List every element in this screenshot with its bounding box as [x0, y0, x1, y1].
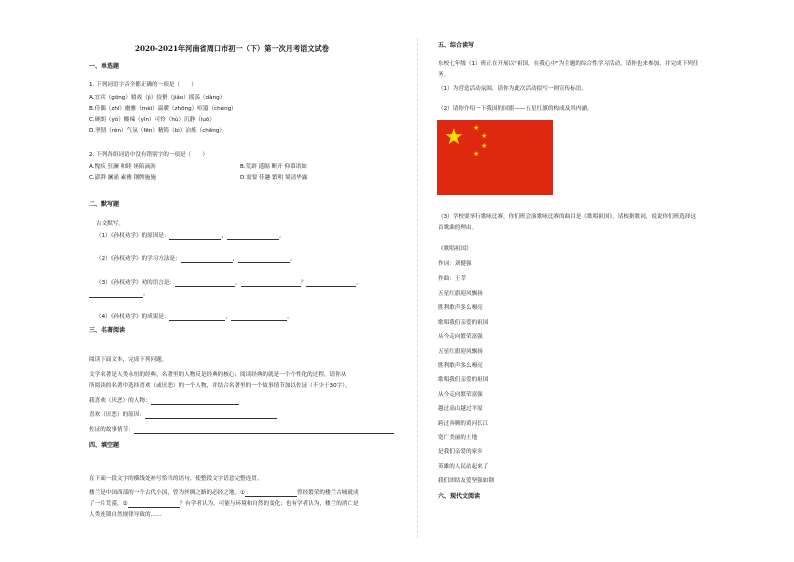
fill-story [89, 427, 394, 434]
small-star-icon: ★ [473, 150, 480, 158]
q2-option-c: C.澎湃 澜涌 素雅 钢牌施施 [89, 175, 156, 181]
lyric-line: 跨过奔腾的黄河长江 [438, 420, 489, 427]
lyric-line: 歌唱我们亲爱的祖国 [438, 377, 489, 384]
q2-option-d: D.需要 佳趣 繁明 境清华露 [240, 175, 308, 181]
small-star-icon: ★ [481, 132, 488, 140]
lyric-line: 从今走向繁荣富强 [438, 334, 483, 341]
fill-story-label: 佐证的故事情节： [89, 427, 134, 433]
task-intro-line-2: 务。 [438, 72, 450, 78]
large-star-icon: ★ [444, 125, 464, 150]
answer-blank[interactable] [181, 256, 233, 263]
task-3-line-2: 首歌曲的理由。 [438, 225, 478, 231]
recite-item-1-label: （1）《孙权劝学》的原因是： [96, 233, 170, 239]
section-heading-1: 一、单选题 [89, 63, 120, 70]
section-heading-6: 六、现代文阅读 [438, 493, 481, 500]
answer-blank[interactable] [231, 314, 287, 321]
reading-intro: 阅读下面文本，完成下列问题。 [89, 357, 168, 363]
lyric-line: 宽广美丽的土地 [438, 435, 478, 441]
answer-blank[interactable] [151, 398, 239, 405]
q2-option-a: A.愧疚 狂澜 和睦 诬陷滴沥 [89, 164, 156, 170]
song-composer: 作曲：王莘 [438, 276, 466, 282]
answer-blank[interactable] [134, 427, 394, 434]
song-lyricist: 作词：刘健强 [438, 261, 472, 267]
fill-intro: 在下面一段文字的横线处补写恰当的语句，使整段文字语意完整连贯。 [89, 476, 263, 482]
small-star-icon: ★ [473, 124, 480, 132]
chinese-flag-image [437, 120, 553, 195]
answer-blank[interactable] [175, 280, 235, 287]
lyric-line: 英雄的人民站起来了 [438, 463, 489, 470]
fill-reason-label: 喜欢（厌恶）的原因： [89, 412, 145, 418]
fill-favorite-character [89, 398, 239, 405]
answer-blank[interactable] [169, 233, 221, 240]
answer-blank[interactable] [245, 490, 297, 497]
lyric-line: 从今走向繁荣富强 [438, 391, 483, 398]
lyric-line: 胜利歌声多么嘹亮 [438, 305, 483, 312]
recite-item-3-cont: 。 [89, 291, 149, 298]
q1-option-b: B.佳偶（zhī）幽雅（mèi）温暖（zhōng）喧嚣（chéng） [89, 106, 237, 112]
recite-item-1: （1）《孙权劝学》的原因是： ， 。 [96, 233, 285, 239]
ancient-prompt: 古文默写。 [96, 221, 124, 227]
q1-option-a: A.宜宾（gōng）嬉戏（jì）狡猾（jiǎo）摇荡（dàng） [89, 95, 226, 101]
answer-blank[interactable] [241, 280, 301, 287]
section-heading-3: 三、名著阅读 [89, 327, 126, 334]
q1-option-d: D.坚韧（rèn）气氛（fēn）精简（bì）冶炼（chěng） [89, 128, 225, 134]
section-heading-5: 五、综合读写 [438, 42, 475, 49]
recite-item-3-label: （3）《孙权劝学》劝的语言是： [96, 280, 176, 286]
recite-item-4: （4）《孙权劝学》的成果是： ， 。 [96, 314, 293, 320]
lyric-line: 我们团结友爱坚强如钢 [438, 478, 494, 485]
answer-blank[interactable] [89, 291, 143, 298]
question-2: 2. 下列各组词语中没有错别字的一项是（ ） [89, 152, 208, 158]
task-intro-line-1: 东校七年级（1）班正在开展以"祖国，在我心中"为主题的综合性学习活动，请你也来参加，并完成下列任 [438, 61, 699, 67]
page-title: 2020-2021年河南省周口市初一（下）第一次月考语文试卷 [135, 44, 329, 53]
answer-blank[interactable] [306, 280, 356, 287]
task-2: （2）请你介绍一下我国的国旗——五星红旗的构成及其内涵。 [438, 106, 593, 112]
question-1: 1. 下列词语字音全都正确的一项是（ ） [89, 82, 197, 88]
section-heading-2: 二、默写题 [89, 201, 120, 208]
answer-blank[interactable] [227, 233, 279, 240]
reading-paragraph-line-2: 所阅读的名著中选择喜欢（或厌恶）的一个人物，并结合名著里的一个故事情节加以佐证（不少于30字）。 [89, 383, 351, 389]
fill-line-1 [89, 490, 359, 497]
reading-paragraph-line-1: 文学名著是人类永恒的经典，名著里的人物反是经典的核心；阅读经典的就是一个个性化的过程，请你从 [89, 372, 347, 378]
q2-option-b: B.荒辟 遥隔 断开 仰慕诺如 [240, 164, 307, 170]
recite-item-2: （2）《孙权劝学》的学习方法是： ， 。 [96, 256, 296, 262]
recite-item-3: （3）《孙权劝学》劝的语言是： ， ？ ， [96, 280, 362, 286]
fill-reason [89, 412, 277, 419]
small-star-icon: ★ [481, 142, 488, 150]
answer-blank[interactable] [169, 314, 225, 321]
fill-line-2-text-b: ？有学者认为，可能与环境和自然的变化；也有学者认为，楼兰的消亡是 [179, 501, 359, 507]
section-heading-4: 四、填空题 [89, 442, 120, 449]
lyric-line: 胜利歌声多么嘹亮 [438, 363, 483, 369]
fill-line-3: 人类连锁自然规律导致的…… [89, 512, 162, 518]
lyric-line: 五星红旗迎风飘扬 [438, 348, 483, 355]
fill-line-2 [89, 501, 359, 508]
fill-line-1-text: 楼兰是中国西部的一个古代小国，曾为丝绸之路的必经之地。① [89, 490, 246, 496]
lyric-line: 是我们亲爱的家乡 [438, 449, 483, 456]
column-divider [417, 38, 418, 538]
recite-item-2-label: （2）《孙权劝学》的学习方法是： [96, 256, 181, 262]
task-3-line-1: （3）学校要举行歌咏比赛，你们班会演歌咏比赛的曲目是《歌唱祖国》，请根据歌词，说说你们班选择这 [438, 214, 697, 220]
task-1: （1）为营造活动氛围，请你为此次活动拟写一则宣传标语。 [438, 86, 587, 92]
lyric-line: 歌唱我们亲爱的祖国 [438, 319, 489, 326]
fill-favorite-character-label: 我喜欢（厌恶）的人物： [89, 398, 151, 404]
song-title: 《歌唱祖国》 [438, 246, 472, 252]
fill-line-2-text: 了一片荒漠。② [89, 501, 128, 507]
recite-item-4-label: （4）《孙权劝学》的成果是： [96, 314, 170, 320]
lyric-line: 五星红旗迎风飘扬 [438, 291, 483, 297]
answer-blank[interactable] [145, 412, 277, 419]
lyric-line: 越过高山越过平原 [438, 406, 483, 413]
answer-blank[interactable] [238, 256, 290, 263]
q1-option-c: C.硬朗（yǒ）酸辣（yǐn）可怜（hù）沉静（luǒ） [89, 117, 215, 123]
fill-line-1-text-b: 曾经繁荣的楼兰古城就成 [297, 490, 359, 496]
answer-blank[interactable] [128, 501, 180, 508]
